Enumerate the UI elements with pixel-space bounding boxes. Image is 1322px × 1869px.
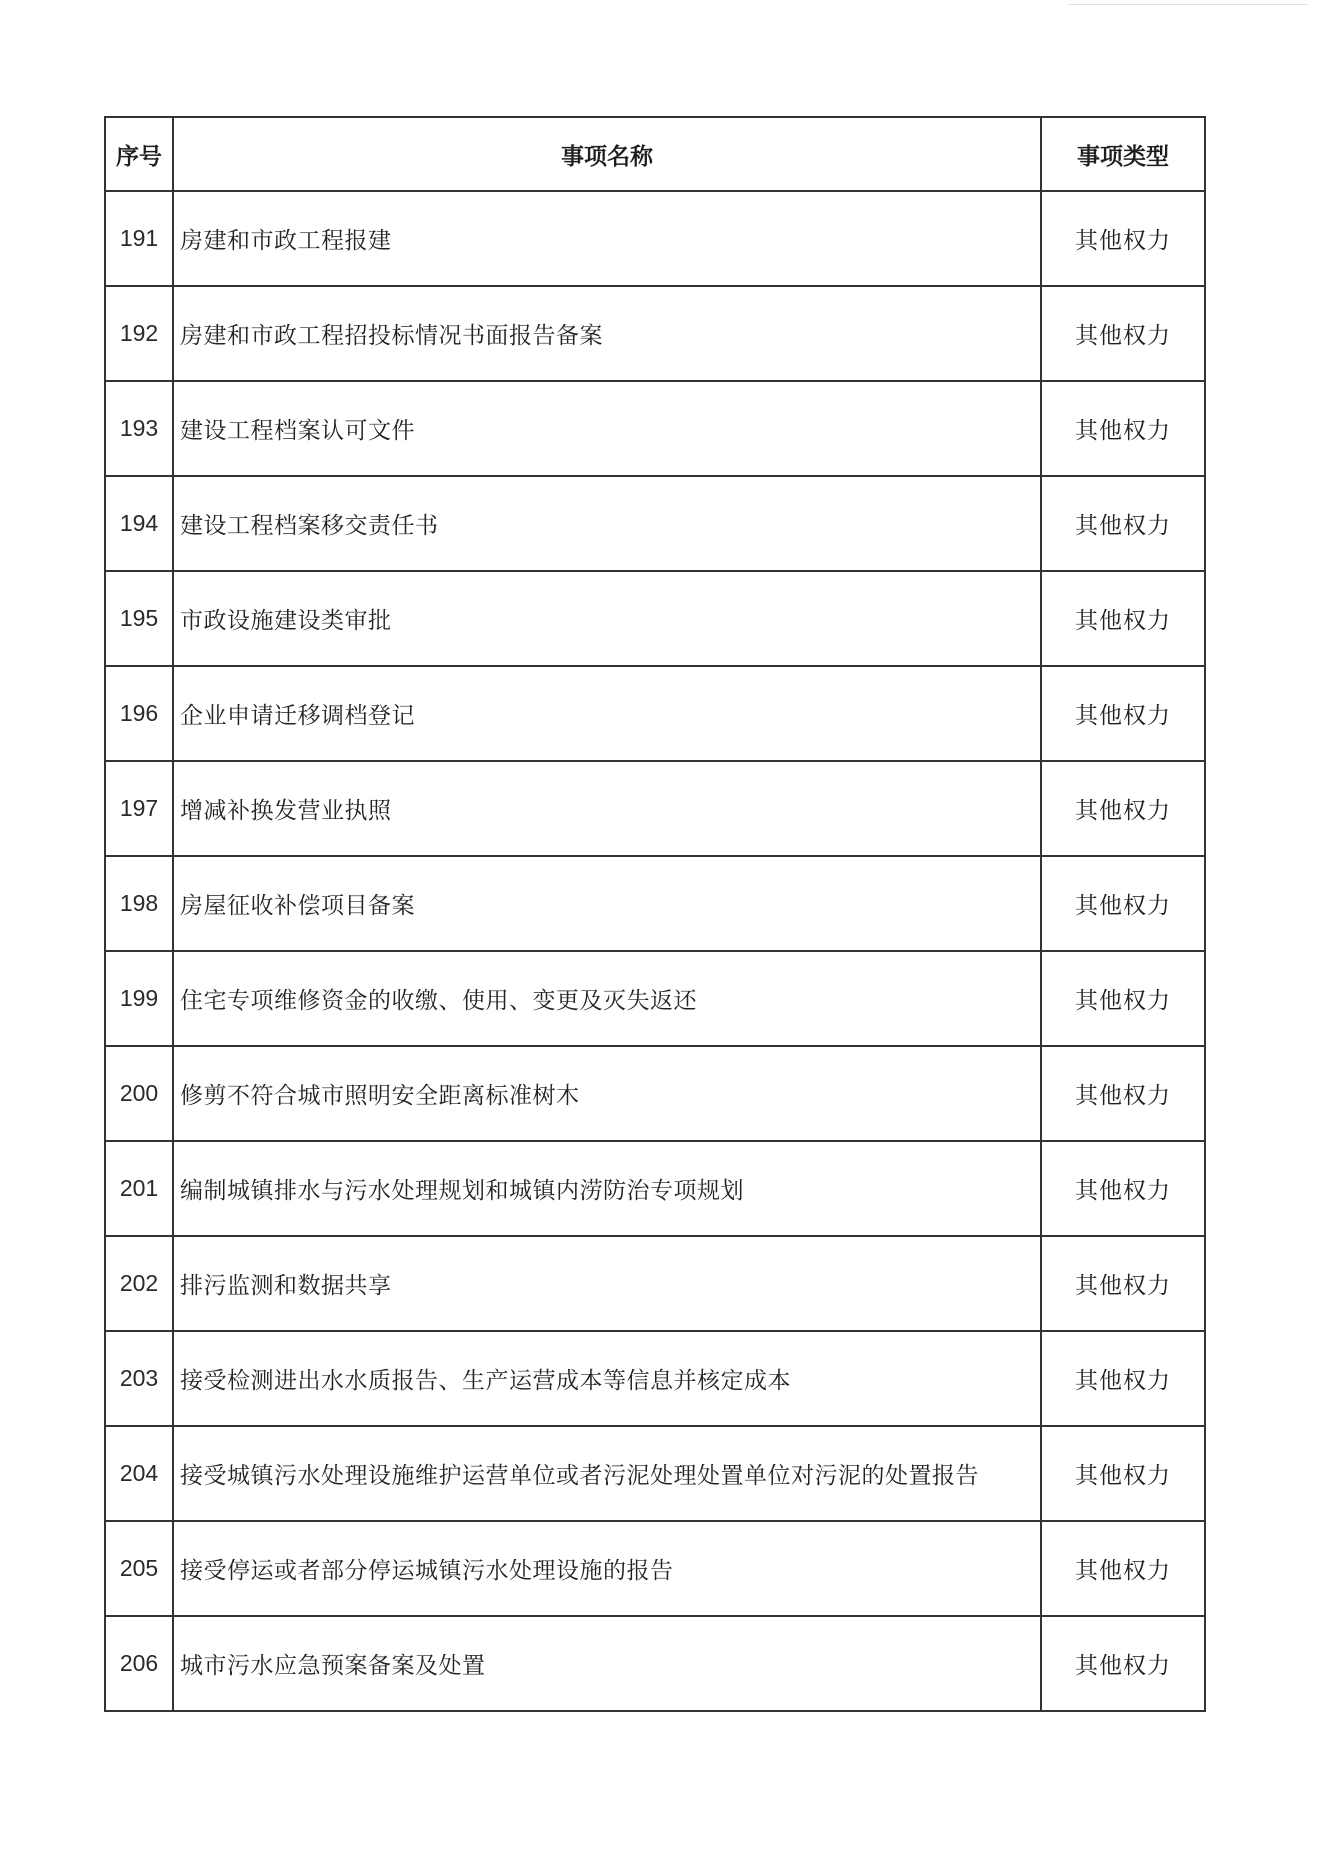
table-row <box>105 476 1205 571</box>
row-number: 191 <box>105 191 173 286</box>
item-type: 其他权力 <box>1041 1141 1205 1236</box>
header-no: 序号 <box>105 117 173 191</box>
item-type: 其他权力 <box>1041 1426 1205 1521</box>
table-row <box>105 1046 1205 1141</box>
row-number: 204 <box>105 1426 173 1521</box>
row-number: 199 <box>105 951 173 1046</box>
table-row <box>105 191 1205 286</box>
item-name: 接受停运或者部分停运城镇污水处理设施的报告 <box>173 1521 1041 1616</box>
item-type: 其他权力 <box>1041 1521 1205 1616</box>
item-type: 其他权力 <box>1041 1236 1205 1331</box>
row-number: 197 <box>105 761 173 856</box>
row-number: 194 <box>105 476 173 571</box>
row-number: 203 <box>105 1331 173 1426</box>
table-row <box>105 1521 1205 1616</box>
table-row <box>105 381 1205 476</box>
item-type: 其他权力 <box>1041 381 1205 476</box>
item-name: 房建和市政工程招投标情况书面报告备案 <box>173 286 1041 381</box>
table-row <box>105 571 1205 666</box>
item-name: 修剪不符合城市照明安全距离标准树木 <box>173 1046 1041 1141</box>
item-type: 其他权力 <box>1041 856 1205 951</box>
table-row <box>105 951 1205 1046</box>
item-type: 其他权力 <box>1041 666 1205 761</box>
item-name: 编制城镇排水与污水处理规划和城镇内涝防治专项规划 <box>173 1141 1041 1236</box>
item-name: 城市污水应急预案备案及处置 <box>173 1616 1041 1711</box>
scan-edge-mark <box>1068 0 1308 5</box>
row-number: 198 <box>105 856 173 951</box>
item-type: 其他权力 <box>1041 761 1205 856</box>
item-type: 其他权力 <box>1041 286 1205 381</box>
row-number: 202 <box>105 1236 173 1331</box>
table-row <box>105 1426 1205 1521</box>
row-number: 200 <box>105 1046 173 1141</box>
header-name: 事项名称 <box>173 117 1041 191</box>
header-type: 事项类型 <box>1041 117 1205 191</box>
table-row <box>105 666 1205 761</box>
item-type: 其他权力 <box>1041 476 1205 571</box>
header-row <box>105 117 1205 191</box>
row-number: 206 <box>105 1616 173 1711</box>
row-number: 196 <box>105 666 173 761</box>
table-header <box>105 117 1205 191</box>
item-name: 接受城镇污水处理设施维护运营单位或者污泥处理处置单位对污泥的处置报告 <box>173 1426 1041 1521</box>
table-row <box>105 1236 1205 1331</box>
item-type: 其他权力 <box>1041 1331 1205 1426</box>
item-name: 接受检测进出水水质报告、生产运营成本等信息并核定成本 <box>173 1331 1041 1426</box>
table-row <box>105 286 1205 381</box>
item-type: 其他权力 <box>1041 1046 1205 1141</box>
item-type: 其他权力 <box>1041 1616 1205 1711</box>
table-row <box>105 1616 1205 1711</box>
item-type: 其他权力 <box>1041 191 1205 286</box>
row-number: 201 <box>105 1141 173 1236</box>
items-table <box>104 116 1206 1712</box>
table-row <box>105 1331 1205 1426</box>
table-row <box>105 761 1205 856</box>
item-name: 房屋征收补偿项目备案 <box>173 856 1041 951</box>
item-name: 住宅专项维修资金的收缴、使用、变更及灭失返还 <box>173 951 1041 1046</box>
table-row <box>105 1141 1205 1236</box>
item-name: 增减补换发营业执照 <box>173 761 1041 856</box>
row-number: 192 <box>105 286 173 381</box>
item-name: 企业申请迁移调档登记 <box>173 666 1041 761</box>
row-number: 195 <box>105 571 173 666</box>
item-type: 其他权力 <box>1041 951 1205 1046</box>
item-name: 房建和市政工程报建 <box>173 191 1041 286</box>
item-name: 建设工程档案移交责任书 <box>173 476 1041 571</box>
item-name: 市政设施建设类审批 <box>173 571 1041 666</box>
table-row <box>105 856 1205 951</box>
row-number: 193 <box>105 381 173 476</box>
item-type: 其他权力 <box>1041 571 1205 666</box>
table-body <box>105 191 1205 1711</box>
row-number: 205 <box>105 1521 173 1616</box>
item-name: 排污监测和数据共享 <box>173 1236 1041 1331</box>
item-name: 建设工程档案认可文件 <box>173 381 1041 476</box>
